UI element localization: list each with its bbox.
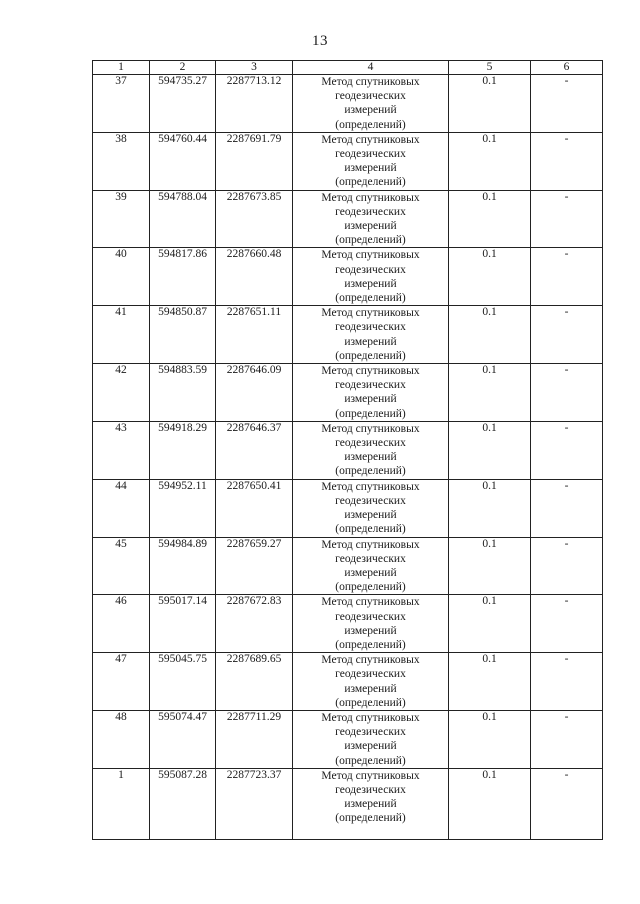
accuracy-cell: 0.1 bbox=[449, 710, 531, 768]
method-text-line: измерений bbox=[344, 682, 397, 695]
accuracy-cell: 0.1 bbox=[449, 421, 531, 479]
table-row bbox=[93, 421, 603, 479]
accuracy-cell: 0.1 bbox=[449, 306, 531, 364]
coordinate-y-cell: 2287659.27 bbox=[216, 537, 293, 595]
method-cell bbox=[293, 75, 449, 133]
method-text-line: геодезических bbox=[335, 379, 406, 392]
method-text-line: Метод спутниковых bbox=[321, 769, 420, 782]
coordinate-y-cell: 2287651.11 bbox=[216, 306, 293, 364]
method-text-line: Метод спутниковых bbox=[321, 249, 420, 262]
method-cell bbox=[293, 190, 449, 248]
accuracy-cell: 0.1 bbox=[449, 595, 531, 653]
method-cell bbox=[293, 768, 449, 839]
coordinate-x-cell: 594883.59 bbox=[150, 364, 216, 422]
accuracy-cell: 0.1 bbox=[449, 537, 531, 595]
method-text-line: измерений bbox=[344, 740, 397, 753]
coordinate-x-cell: 594952.11 bbox=[150, 479, 216, 537]
point-number-cell: 43 bbox=[93, 421, 150, 479]
coordinate-y-cell: 2287689.65 bbox=[216, 653, 293, 711]
coordinate-x-cell: 594918.29 bbox=[150, 421, 216, 479]
coordinate-y-cell: 2287672.83 bbox=[216, 595, 293, 653]
note-cell: - bbox=[531, 75, 603, 133]
coordinate-y-cell: 2287646.37 bbox=[216, 421, 293, 479]
note-cell: - bbox=[531, 768, 603, 839]
method-cell bbox=[293, 364, 449, 422]
method-text-line: измерений bbox=[344, 798, 397, 811]
method-text-line: Метод спутниковых bbox=[321, 480, 420, 493]
method-text-line: Метод спутниковых bbox=[321, 538, 420, 551]
method-text-line: Метод спутниковых bbox=[321, 711, 420, 724]
coordinate-x-cell: 595017.14 bbox=[150, 595, 216, 653]
method-text-line: (определений) bbox=[335, 292, 406, 305]
header-col-4: 4 bbox=[293, 61, 449, 75]
method-text-line: (определений) bbox=[335, 465, 406, 478]
point-number-cell: 37 bbox=[93, 75, 150, 133]
table-row bbox=[93, 306, 603, 364]
table-row bbox=[93, 768, 603, 839]
table-row bbox=[93, 132, 603, 190]
point-number-cell: 42 bbox=[93, 364, 150, 422]
method-text-line: (определений) bbox=[335, 812, 406, 825]
method-text-line: геодезических bbox=[335, 726, 406, 739]
table-header-row bbox=[93, 61, 603, 75]
method-text-line: измерений bbox=[344, 566, 397, 579]
coordinate-y-cell: 2287691.79 bbox=[216, 132, 293, 190]
method-text-line: Метод спутниковых bbox=[321, 307, 420, 320]
accuracy-cell: 0.1 bbox=[449, 364, 531, 422]
method-text-line: (определений) bbox=[335, 349, 406, 362]
point-number-cell: 48 bbox=[93, 710, 150, 768]
table-row bbox=[93, 537, 603, 595]
coordinate-x-cell: 594760.44 bbox=[150, 132, 216, 190]
header-col-6: 6 bbox=[531, 61, 603, 75]
header-col-3: 3 bbox=[216, 61, 293, 75]
method-text-line: (определений) bbox=[335, 234, 406, 247]
note-cell: - bbox=[531, 537, 603, 595]
method-text-line: измерений bbox=[344, 220, 397, 233]
method-text-line: Метод спутниковых bbox=[321, 76, 420, 88]
note-cell: - bbox=[531, 132, 603, 190]
table-row bbox=[93, 364, 603, 422]
page-number: 13 bbox=[312, 33, 328, 49]
coordinate-x-cell: 595087.28 bbox=[150, 768, 216, 839]
method-cell bbox=[293, 306, 449, 364]
method-cell bbox=[293, 132, 449, 190]
note-cell: - bbox=[531, 479, 603, 537]
accuracy-cell: 0.1 bbox=[449, 248, 531, 306]
method-cell bbox=[293, 421, 449, 479]
coordinate-x-cell: 594850.87 bbox=[150, 306, 216, 364]
method-text-line: измерений bbox=[344, 277, 397, 290]
method-cell bbox=[293, 595, 449, 653]
method-text-line: измерений bbox=[344, 451, 397, 464]
coordinate-x-cell: 594984.89 bbox=[150, 537, 216, 595]
note-cell: - bbox=[531, 306, 603, 364]
point-number-cell: 45 bbox=[93, 537, 150, 595]
coordinate-y-cell: 2287660.48 bbox=[216, 248, 293, 306]
accuracy-cell: 0.1 bbox=[449, 653, 531, 711]
method-text-line: (определений) bbox=[335, 638, 406, 651]
method-text-line: измерений bbox=[344, 104, 397, 117]
table-body bbox=[93, 75, 603, 840]
note-cell: - bbox=[531, 595, 603, 653]
method-cell bbox=[293, 710, 449, 768]
coordinates-table bbox=[92, 60, 603, 840]
note-cell: - bbox=[531, 190, 603, 248]
method-text-line: измерений bbox=[344, 335, 397, 348]
method-cell bbox=[293, 653, 449, 711]
method-cell bbox=[293, 248, 449, 306]
method-text-line: геодезических bbox=[335, 205, 406, 218]
point-number-cell: 39 bbox=[93, 190, 150, 248]
accuracy-cell: 0.1 bbox=[449, 479, 531, 537]
method-text-line: (определений) bbox=[335, 176, 406, 189]
point-number-cell: 40 bbox=[93, 248, 150, 306]
method-text-line: геодезических bbox=[335, 321, 406, 334]
method-text-line: геодезических bbox=[335, 437, 406, 450]
method-text-line: (определений) bbox=[335, 118, 406, 131]
method-text-line: измерений bbox=[344, 509, 397, 522]
coordinate-x-cell: 594735.27 bbox=[150, 75, 216, 133]
coordinate-x-cell: 595045.75 bbox=[150, 653, 216, 711]
note-cell: - bbox=[531, 710, 603, 768]
coordinate-y-cell: 2287711.29 bbox=[216, 710, 293, 768]
accuracy-cell: 0.1 bbox=[449, 132, 531, 190]
point-number-cell: 41 bbox=[93, 306, 150, 364]
header-col-2: 2 bbox=[150, 61, 216, 75]
coordinate-x-cell: 595074.47 bbox=[150, 710, 216, 768]
method-text-line: геодезических bbox=[335, 263, 406, 276]
coordinate-y-cell: 2287673.85 bbox=[216, 190, 293, 248]
method-text-line: (определений) bbox=[335, 754, 406, 767]
note-cell: - bbox=[531, 421, 603, 479]
coordinate-y-cell: 2287650.41 bbox=[216, 479, 293, 537]
table-row bbox=[93, 595, 603, 653]
method-text-line: измерений bbox=[344, 624, 397, 637]
coordinate-y-cell: 2287723.37 bbox=[216, 768, 293, 839]
accuracy-cell: 0.1 bbox=[449, 768, 531, 839]
method-text-line: (определений) bbox=[335, 523, 406, 536]
method-text-line: Метод спутниковых bbox=[321, 596, 420, 609]
table-row bbox=[93, 653, 603, 711]
table-row bbox=[93, 75, 603, 133]
method-text-line: (определений) bbox=[335, 407, 406, 420]
coordinate-x-cell: 594817.86 bbox=[150, 248, 216, 306]
method-text-line: измерений bbox=[344, 162, 397, 175]
method-text-line: геодезических bbox=[335, 668, 406, 681]
method-cell bbox=[293, 537, 449, 595]
coordinate-y-cell: 2287646.09 bbox=[216, 364, 293, 422]
method-cell bbox=[293, 479, 449, 537]
header-col-5: 5 bbox=[449, 61, 531, 75]
method-text-line: геодезических bbox=[335, 783, 406, 796]
method-text-line: геодезических bbox=[335, 610, 406, 623]
note-cell: - bbox=[531, 653, 603, 711]
note-cell: - bbox=[531, 364, 603, 422]
header-col-1: 1 bbox=[93, 61, 150, 75]
table-row bbox=[93, 248, 603, 306]
table-row bbox=[93, 190, 603, 248]
method-text-line: (определений) bbox=[335, 581, 406, 594]
table-row bbox=[93, 479, 603, 537]
method-text-line: геодезических bbox=[335, 494, 406, 507]
note-cell: - bbox=[531, 248, 603, 306]
method-text-line: геодезических bbox=[335, 552, 406, 565]
method-text-line: измерений bbox=[344, 393, 397, 406]
coordinate-y-cell: 2287713.12 bbox=[216, 75, 293, 133]
accuracy-cell: 0.1 bbox=[449, 75, 531, 133]
point-number-cell: 47 bbox=[93, 653, 150, 711]
point-number-cell: 44 bbox=[93, 479, 150, 537]
method-text-line: геодезических bbox=[335, 148, 406, 161]
point-number-cell: 38 bbox=[93, 132, 150, 190]
accuracy-cell: 0.1 bbox=[449, 190, 531, 248]
table-row bbox=[93, 710, 603, 768]
coordinate-x-cell: 594788.04 bbox=[150, 190, 216, 248]
point-number-cell: 46 bbox=[93, 595, 150, 653]
method-text-line: геодезических bbox=[335, 90, 406, 103]
method-text-line: Метод спутниковых bbox=[321, 654, 420, 667]
method-text-line: Метод спутниковых bbox=[321, 365, 420, 378]
method-text-line: (определений) bbox=[335, 696, 406, 709]
point-number-cell: 1 bbox=[93, 768, 150, 839]
method-text-line: Метод спутниковых bbox=[321, 133, 420, 146]
method-text-line: Метод спутниковых bbox=[321, 422, 420, 435]
method-text-line: Метод спутниковых bbox=[321, 191, 420, 204]
